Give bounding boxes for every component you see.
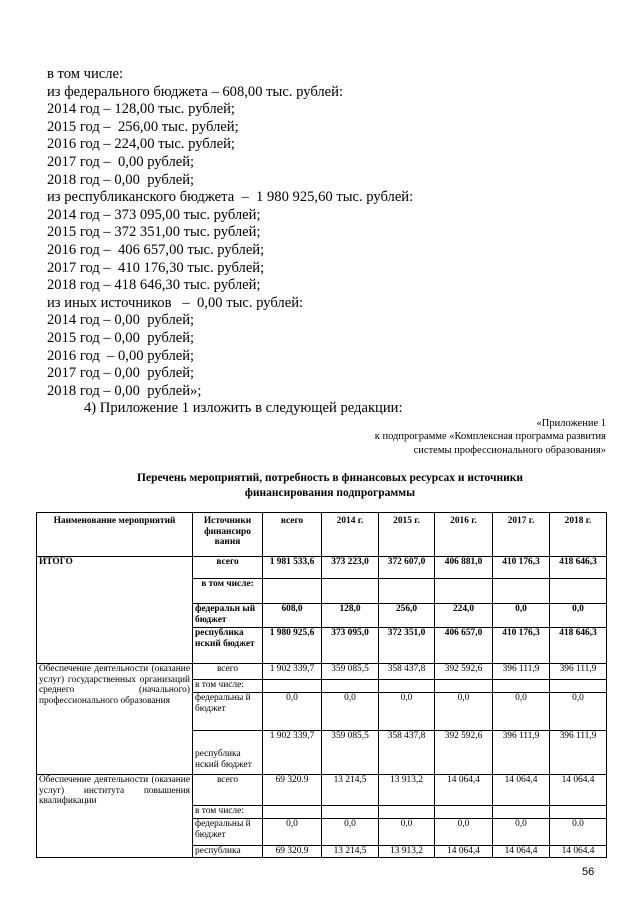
table-title: [60, 471, 600, 501]
value-cell: 13 913,2: [379, 775, 435, 806]
value-cell: [550, 806, 607, 819]
column-header: Наименование мероприятий: [37, 513, 193, 557]
value-cell: 69 320.9: [263, 846, 322, 858]
value-cell: 358 437,8: [379, 731, 435, 775]
column-header: всего: [263, 513, 322, 557]
body-line: 2014 год – 128,00 тыс. рублей;: [47, 101, 235, 118]
value-cell: [379, 680, 435, 693]
source-cell: республика нский бюджет: [193, 628, 263, 664]
value-cell: 1 980 925,6: [263, 628, 322, 664]
value-cell: [435, 680, 493, 693]
body-line: 2016 год – 224,00 тыс. рублей;: [47, 136, 235, 153]
value-cell: [322, 806, 379, 819]
body-line: 2015 год – 0,00 рублей;: [47, 329, 195, 346]
body-line: 2018 год – 0,00 рублей»;: [47, 382, 202, 399]
value-cell: 0,0: [435, 819, 493, 846]
value-cell: 14 064.4: [550, 775, 607, 806]
value-cell: [263, 806, 322, 819]
body-line: 2014 год – 0,00 рублей;: [47, 312, 195, 329]
body-line: 2016 год – 406 657,00 тыс. рублей;: [47, 241, 265, 258]
source-cell: федеральны й бюджет: [193, 693, 263, 731]
value-cell: [493, 806, 550, 819]
value-cell: 0.0: [550, 819, 607, 846]
value-cell: 0,0: [322, 819, 379, 846]
body-line: 2017 год – 0,00 рублей;: [47, 153, 195, 170]
value-cell: 0,0: [379, 819, 435, 846]
value-cell: 224,0: [435, 604, 493, 628]
column-header: 2017 г.: [493, 513, 550, 557]
value-cell: 410 176,3: [493, 557, 550, 579]
body-line: из федерального бюджета – 608,00 тыс. рублей:: [47, 83, 344, 100]
source-cell: в том числе:: [193, 680, 263, 693]
appendix-line: к подпрограмме «Комплексная программа развития: [374, 431, 606, 443]
body-line: 4) Приложение 1 изложить в следующей редакции:: [84, 400, 403, 417]
value-cell: 373 095,0: [322, 628, 379, 664]
table-title-line: финансирования подпрограммы: [244, 487, 416, 499]
body-line: 2017 год – 0,00 рублей;: [47, 365, 195, 382]
value-cell: [379, 806, 435, 819]
value-cell: 13 214,5: [322, 846, 379, 858]
body-line: из республиканского бюджета – 1 980 925,60 тыс. рублей:: [47, 189, 414, 206]
row-name: ИТОГО: [37, 557, 193, 664]
source-cell: республика: [193, 846, 263, 858]
value-cell: 14 064,4: [435, 775, 493, 806]
source-cell: республика нский бюджет: [193, 731, 263, 775]
column-header: 2014 г.: [322, 513, 379, 557]
column-header: 2016 г.: [435, 513, 493, 557]
value-cell: [435, 806, 493, 819]
value-cell: 608,0: [263, 604, 322, 628]
value-cell: 0,0: [493, 604, 550, 628]
value-cell: 0,0: [379, 693, 435, 731]
body-line: 2015 год – 372 351,00 тыс. рублей;: [47, 224, 261, 241]
body-line: 2016 год – 0,00 рублей;: [47, 347, 195, 364]
value-cell: 0,0: [322, 693, 379, 731]
value-cell: [322, 680, 379, 693]
value-cell: 396 111,9: [493, 664, 550, 680]
source-cell: в том числе:: [193, 579, 263, 604]
row-name: Обеспечение деятельности (оказание услуг) государственных организаций среднего (начального) профессионального образования: [37, 664, 193, 775]
value-cell: 410 176,3: [493, 628, 550, 664]
value-cell: 0,0: [493, 693, 550, 731]
value-cell: [322, 579, 379, 604]
value-cell: [550, 579, 607, 604]
value-cell: 14 064,4: [435, 846, 493, 858]
value-cell: 396 111,9: [550, 664, 607, 680]
source-cell: в том числе:: [193, 806, 263, 819]
table-title-line: Перечень мероприятий, потребность в финансовых ресурсах и источники: [137, 472, 523, 484]
body-line: 2018 год – 418 646,30 тыс. рублей;: [47, 277, 261, 294]
value-cell: [263, 579, 322, 604]
source-cell: всего: [193, 775, 263, 806]
value-cell: 128,0: [322, 604, 379, 628]
value-cell: 418 646,3: [550, 628, 607, 664]
body-line: 2017 год – 410 176,30 тыс. рублей;: [47, 259, 265, 276]
value-cell: 359 085,5: [322, 664, 379, 680]
column-header: 2018 г.: [550, 513, 607, 557]
funding-table: [36, 512, 607, 858]
value-cell: 0,0: [493, 819, 550, 846]
value-cell: [493, 680, 550, 693]
body-line: 2015 год – 256,00 тыс. рублей;: [47, 118, 239, 135]
body-line: из иных источников – 0,00 тыс. рублей:: [47, 294, 304, 311]
value-cell: 0,0: [263, 819, 322, 846]
value-cell: 14 064,4: [493, 846, 550, 858]
value-cell: 372 351,0: [379, 628, 435, 664]
value-cell: [493, 579, 550, 604]
body-line: в том числе:: [47, 66, 124, 82]
page-number: 56: [582, 866, 595, 878]
value-cell: 396 111,9: [493, 731, 550, 775]
source-cell: всего: [193, 664, 263, 680]
value-cell: [435, 579, 493, 604]
value-cell: 14 064.4: [550, 846, 607, 858]
value-cell: 0,0: [550, 693, 607, 731]
value-cell: 396 111,9: [550, 731, 607, 775]
value-cell: 1 981 533,6: [263, 557, 322, 579]
value-cell: [550, 680, 607, 693]
appendix-reference: [375, 417, 606, 457]
value-cell: 0,0: [435, 693, 493, 731]
body-line: 2014 год – 373 095,00 тыс. рублей;: [47, 206, 261, 223]
value-cell: 69 320.9: [263, 775, 322, 806]
value-cell: 392 592,6: [435, 664, 493, 680]
body-line: 2018 год – 0,00 рублей;: [47, 171, 195, 188]
value-cell: 14 064,4: [493, 775, 550, 806]
value-cell: 256,0: [379, 604, 435, 628]
value-cell: 1 902 339,7: [263, 664, 322, 680]
value-cell: 392 592,6: [435, 731, 493, 775]
column-header: Источники финансиро вания: [193, 513, 263, 557]
value-cell: 13 913,2: [379, 846, 435, 858]
value-cell: [263, 680, 322, 693]
value-cell: 406 881,0: [435, 557, 493, 579]
value-cell: 372 607,0: [379, 557, 435, 579]
table-row: [37, 775, 607, 806]
source-cell: федеральны й бюджет: [193, 819, 263, 846]
value-cell: 0,0: [550, 604, 607, 628]
value-cell: 13 214,5: [322, 775, 379, 806]
value-cell: 373 223,0: [322, 557, 379, 579]
value-cell: 418 646,3: [550, 557, 607, 579]
appendix-line: системы профессионального образования»: [413, 444, 606, 456]
table-row: [37, 664, 607, 680]
value-cell: [379, 579, 435, 604]
column-header: 2015 г.: [379, 513, 435, 557]
source-cell: всего: [193, 557, 263, 579]
body-text: [47, 66, 607, 418]
table-header-row: [37, 513, 607, 557]
value-cell: 0,0: [263, 693, 322, 731]
appendix-line: «Приложение 1: [536, 418, 606, 429]
table-row: [37, 557, 607, 579]
source-cell: федеральн ый бюджет: [193, 604, 263, 628]
value-cell: 1 902 339,7: [263, 731, 322, 775]
value-cell: 406 657,0: [435, 628, 493, 664]
value-cell: 359 085,5: [322, 731, 379, 775]
value-cell: 358 437,8: [379, 664, 435, 680]
row-name: Обеспечение деятельности (оказание услуг) института повышения квалификации: [37, 775, 193, 858]
